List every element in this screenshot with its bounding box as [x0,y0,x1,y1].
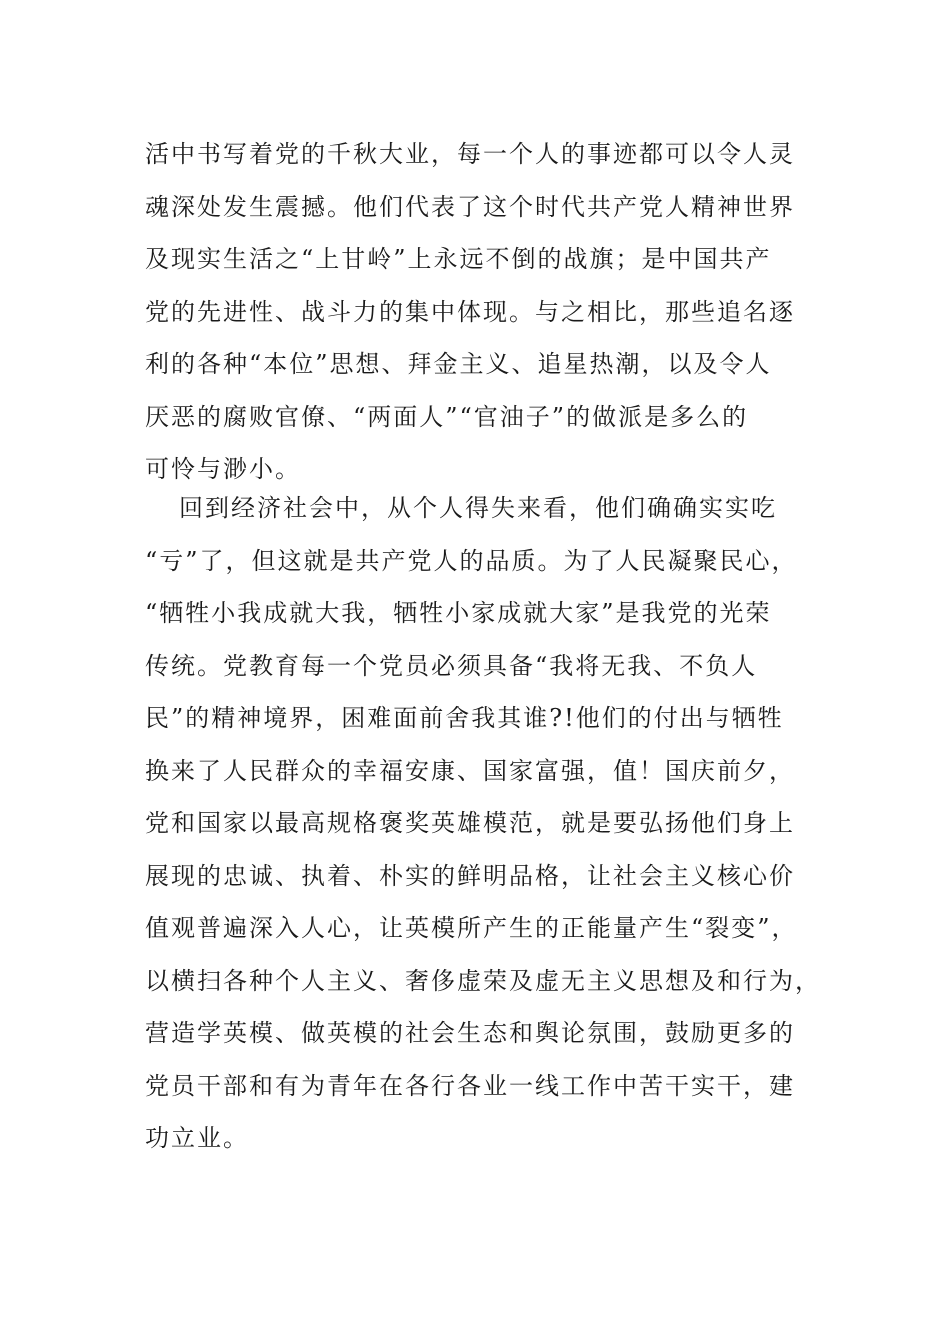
paragraph-2-line: 以横扫各种个人主义、奢侈虚荣及虚无主义思想及和行为， [145,966,821,995]
paragraph-1-line: 利的各种“本位”思想、拜金主义、追星热潮，以及令人 [145,350,772,378]
paragraph-2-line: 党和国家以最高规格褒奖英雄模范，就是要弘扬他们身上 [145,809,795,837]
paragraph-1-line: 及现实生活之“上甘岭”上永远不倒的战旗；是中国共产 [145,245,772,273]
paragraph-1-line: 魂深处发生震撼。他们代表了这个时代共产党人精神世界 [145,192,795,221]
paragraph-2-line: “牺牲小我成就大我，牺牲小家成就大家”是我党的光荣 [145,599,772,627]
paragraph-1-line: 党的先进性、战斗力的集中体现。与之相比，那些追名逐 [145,297,795,326]
paragraph-2-line: 传统。党教育每一个党员必须具备“我将无我、不负人 [145,651,758,680]
paragraph-2-line: “亏”了，但这就是共产党人的品质。为了人民凝聚民心， [145,546,798,575]
paragraph-1-line: 活中书写着党的千秋大业，每一个人的事迹都可以令人灵 [145,140,795,168]
paragraph-2 [145,488,821,1171]
paragraph-2-line: 换来了人民群众的幸福安康、国家富强，值！国庆前夕， [145,756,795,785]
paragraph-2-line: 营造学英模、做英模的社会生态和舆论氛围，鼓励更多的 [145,1019,795,1047]
paragraph-2-line: 展现的忠诚、执着、朴实的鲜明品格，让社会主义核心价 [145,861,795,890]
paragraph-2-line: 回到经济社会中，从个人得失来看，他们确确实实吃 [179,494,777,522]
paragraph-1-line: 厌恶的腐败官僚、“两面人”“官油子”的做派是多么的 [145,402,749,431]
paragraph-2-line: 党员干部和有为青年在各行各业一线工作中苦干实干，建 [145,1071,795,1100]
paragraph-2-line: 民”的精神境界，困难面前舍我其谁?!他们的付出与牺牲 [145,704,784,732]
paragraph-1-line: 可怜与渺小。 [145,455,301,483]
paragraph-2-line: 功立业。 [145,1124,249,1152]
paragraph-1 [145,134,805,502]
paragraph-2-line: 值观普遍深入人心，让英模所产生的正能量产生“裂变”， [145,914,798,942]
